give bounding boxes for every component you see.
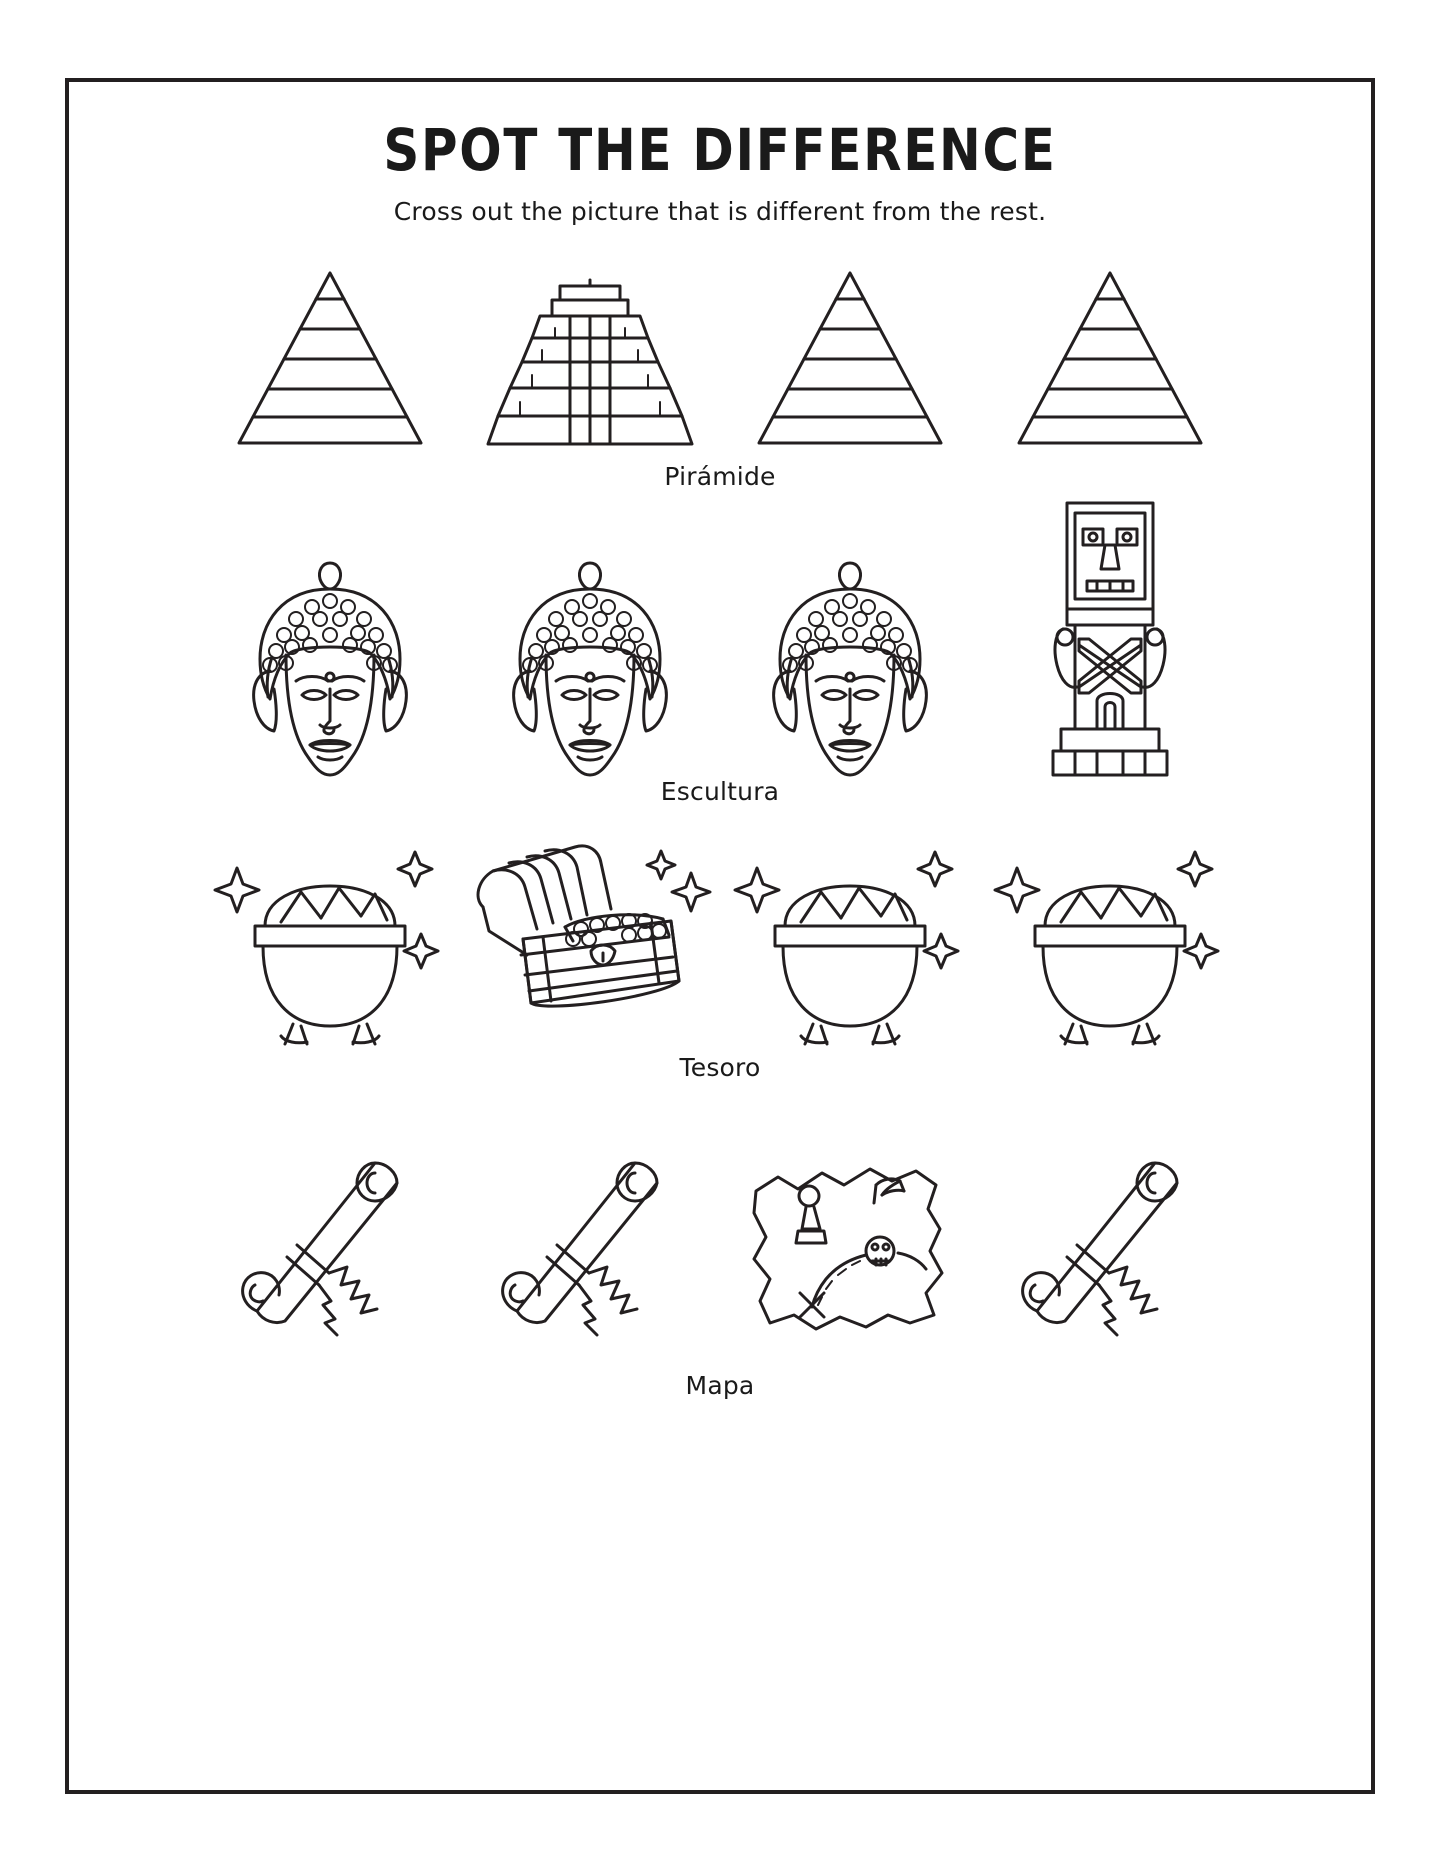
puzzle-item[interactable]: [472, 1155, 708, 1345]
puzzle-item[interactable]: [732, 261, 968, 456]
treasure-pot-icon: [735, 830, 965, 1045]
puzzle-item[interactable]: [472, 549, 708, 799]
step-pyramid-icon: [745, 261, 955, 456]
puzzle-item[interactable]: [212, 549, 448, 799]
puzzle-item[interactable]: [212, 1155, 448, 1345]
worksheet-header: [69, 82, 1371, 226]
puzzle-row-mapa: [69, 1140, 1371, 1400]
rolled-scroll-icon: [1005, 1155, 1215, 1345]
row-label: Tesoro: [679, 1052, 761, 1082]
row-items: [69, 256, 1371, 456]
puzzle-row-piramide: [69, 256, 1371, 491]
row-items: [69, 509, 1371, 799]
step-pyramid-icon: [1005, 261, 1215, 456]
buddha-head-icon: [490, 549, 690, 799]
page-title: SPOT THE DIFFERENCE: [383, 116, 1057, 184]
rolled-scroll-icon: [225, 1155, 435, 1345]
treasure-pot-icon: [215, 830, 445, 1045]
row-label: Escultura: [660, 776, 780, 806]
buddha-head-icon: [750, 549, 950, 799]
mayan-temple-icon: [480, 276, 700, 456]
tiki-totem-icon: [1045, 489, 1175, 799]
instructions-text: Cross out the picture that is different from the rest.: [393, 196, 1047, 226]
row-label: Pirámide: [664, 461, 776, 491]
puzzle-item[interactable]: [732, 830, 968, 1045]
row-items: [69, 1140, 1371, 1345]
puzzle-item[interactable]: [992, 489, 1228, 799]
puzzle-item[interactable]: [732, 549, 968, 799]
puzzle-rows: [69, 256, 1371, 1400]
buddha-head-icon: [230, 549, 430, 799]
row-label: Mapa: [685, 1370, 755, 1400]
puzzle-item[interactable]: [992, 1155, 1228, 1345]
puzzle-row-tesoro: [69, 830, 1371, 1082]
rolled-scroll-icon: [485, 1155, 695, 1345]
puzzle-row-escultura: [69, 509, 1371, 806]
puzzle-item[interactable]: [472, 845, 708, 1045]
puzzle-item[interactable]: [732, 1155, 968, 1345]
step-pyramid-icon: [225, 261, 435, 456]
treasure-chest-icon: [465, 845, 715, 1045]
puzzle-item[interactable]: [472, 276, 708, 456]
treasure-pot-icon: [995, 830, 1225, 1045]
puzzle-item[interactable]: [992, 261, 1228, 456]
puzzle-item[interactable]: [212, 261, 448, 456]
worksheet-page: [65, 78, 1375, 1794]
puzzle-item[interactable]: [992, 830, 1228, 1045]
puzzle-item[interactable]: [212, 830, 448, 1045]
treasure-map-icon: [740, 1155, 960, 1345]
row-items: [69, 830, 1371, 1045]
